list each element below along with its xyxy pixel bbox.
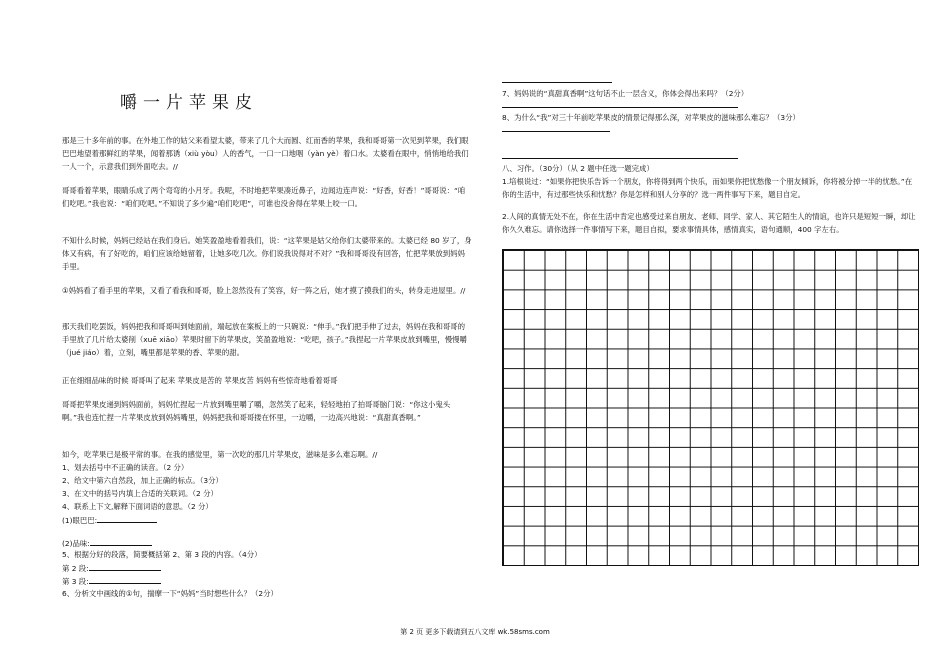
paragraph-6: 正在细细品味的时候 哥哥叫了起来 苹果皮是苦的 苹果皮苦 妈妈有些惊奇地看着哥哥	[62, 376, 338, 385]
writing-prompt-2: 2.人间的真情无处不在，你在生活中肯定也感受过来自朋友、老师、同学、家人、其它陌生人的情谊，也许只是短短一瞬，却让你久久难忘。请你选择一件事情写下来，题目自拟，要求事情具体，感情真实，语句通顺，400 字左右。	[502, 212, 916, 235]
paragraph-3: 不知什么时候，妈妈已经站在我们身后。她笑盈盈地看着我们，说：“这苹果是姑父给你们太婆带来的。太婆已经 80 岁了，身体又有病，有了好吃的，咱们应该给她留着，让她多吃几次。你们说我说得对不对？”我和哥哥没有回答，忙把苹果放到妈妈手里。	[62, 236, 472, 272]
paragraph-8: 如今，吃苹果已是极平常的事。在我的感觉里，第一次吃的那几片苹果皮，滋味是多么难忘啊。//	[62, 450, 378, 459]
paragraph-5: 那天我们吃罢饭，妈妈把我和哥哥叫到她面前，端起放在案板上的一只碗说：“伸手。”我们把手伸了过去，妈妈在我和哥哥的手里放了几片给太婆削（xuē xiāo）苹果时留下的苹果皮，笑盈盈地说：“吃吧，孩子。”我捏起一片苹果皮放到嘴里，慢慢嚼（jué jiáo）着，立刻，嘴里都是苹果的香、苹果的甜。	[62, 322, 467, 358]
paragraph-7: 哥哥把苹果皮递到妈妈面前，妈妈忙捏起一片放到嘴里嚼了嚼，忽然笑了起来，轻轻地拍了拍哥哥脑门说：“你这小鬼头啊。”我也连忙捏一片苹果皮放到妈妈嘴里，妈妈把我和哥哥搂在怀里，一边嚼，一边高兴地说：“真甜真香啊。”	[62, 400, 451, 423]
question-5-item-2	[62, 575, 161, 588]
answer-blank[interactable]	[97, 514, 157, 523]
paragraph-2: 哥哥看着苹果，眼睛乐成了两个弯弯的小月牙。我呢，不时地把苹果凑近鼻子，边闻边连声说：“好香，好香！”哥哥说：“咱们吃吧。”我也说：“咱们吃吧。”不知说了多少遍“咱们吃吧”，可谁也没舍得在苹果上咬一口。	[62, 186, 466, 209]
paragraph-1: 那是三十多年前的事。在外地工作的姑父来看望太婆，带来了几个大而圆、红而香的苹果，我和哥哥第一次见到苹果，我们眼巴巴地望着那鲜红的苹果，闻着那诱（xiù yòu）人的香气，一口一口地咽（yàn yè）着口水。太婆看在眼中，悄悄地给我们一人一个，示意我们到外面吃去。//	[62, 136, 469, 172]
paragraph-4: ①妈妈看了看手里的苹果，又看了看我和哥哥，脸上忽然没有了笑容，好一阵之后，她才摸了摸我们的头，转身走进屋里。//	[62, 286, 466, 295]
question-4: 4、联系上下文,解释下面词语的意思。（2 分）	[62, 502, 213, 511]
question-8: 8、为什么“我”对三十年前吃苹果皮的情景记得那么深，对苹果皮的滋味那么难忘？（3分）	[502, 113, 800, 122]
section-heading: 八、习作。（30分）（从 2 题中任选一题完成）	[502, 164, 654, 173]
answer-line[interactable]	[502, 82, 612, 83]
answer-line[interactable]	[502, 158, 738, 159]
answer-line[interactable]	[502, 131, 610, 132]
writing-prompt-1: 1.培根说过：“如果你把快乐告诉一个朋友，你将得到两个快乐，而如果你把忧愁像一个朋友倾诉，你将被分掉一半的忧愁。”在你的生活中，有过那些快乐和忧愁？你是怎样和别人分享的？选一两件事写下来，题目自定。	[502, 177, 913, 200]
answer-line[interactable]	[502, 107, 738, 108]
question-6: 6、分析文中画线的①句，揣摩一下“妈妈”当时想些什么？（2分）	[62, 589, 278, 598]
passage-title: 嚼一片苹果皮	[120, 93, 258, 113]
question-3: 3、在文中的括号内填上合适的关联词。（2 分）	[62, 489, 218, 498]
answer-blank[interactable]	[89, 575, 161, 584]
answer-blank[interactable]	[90, 537, 152, 546]
question-7: 7、妈妈说的“真甜真香啊”这句话不止一层含义，你体会得出来吗？（2分）	[502, 89, 749, 98]
question-1: 1、划去括号中不正确的读音。（2 分）	[62, 463, 189, 472]
page-footer: 第 2 页 更多下载请到五八文库 wk.58sms.com	[400, 628, 550, 636]
question-5-item-1	[62, 562, 161, 575]
composition-grid[interactable]	[502, 249, 919, 566]
answer-blank[interactable]	[89, 562, 161, 571]
item-label: 第 2 段:	[62, 564, 89, 573]
question-5: 5、根据分好的段落，简要概括第 2、第 3 段的内容。（4分）	[62, 550, 262, 559]
item-label: (2)品味:	[62, 539, 90, 548]
question-2: 2、给文中第六自然段，加上正确的标点。（3分）	[62, 476, 223, 485]
item-label: (1)眼巴巴:	[62, 516, 98, 525]
question-4-item-1	[62, 514, 157, 527]
item-label: 第 3 段:	[62, 577, 89, 586]
